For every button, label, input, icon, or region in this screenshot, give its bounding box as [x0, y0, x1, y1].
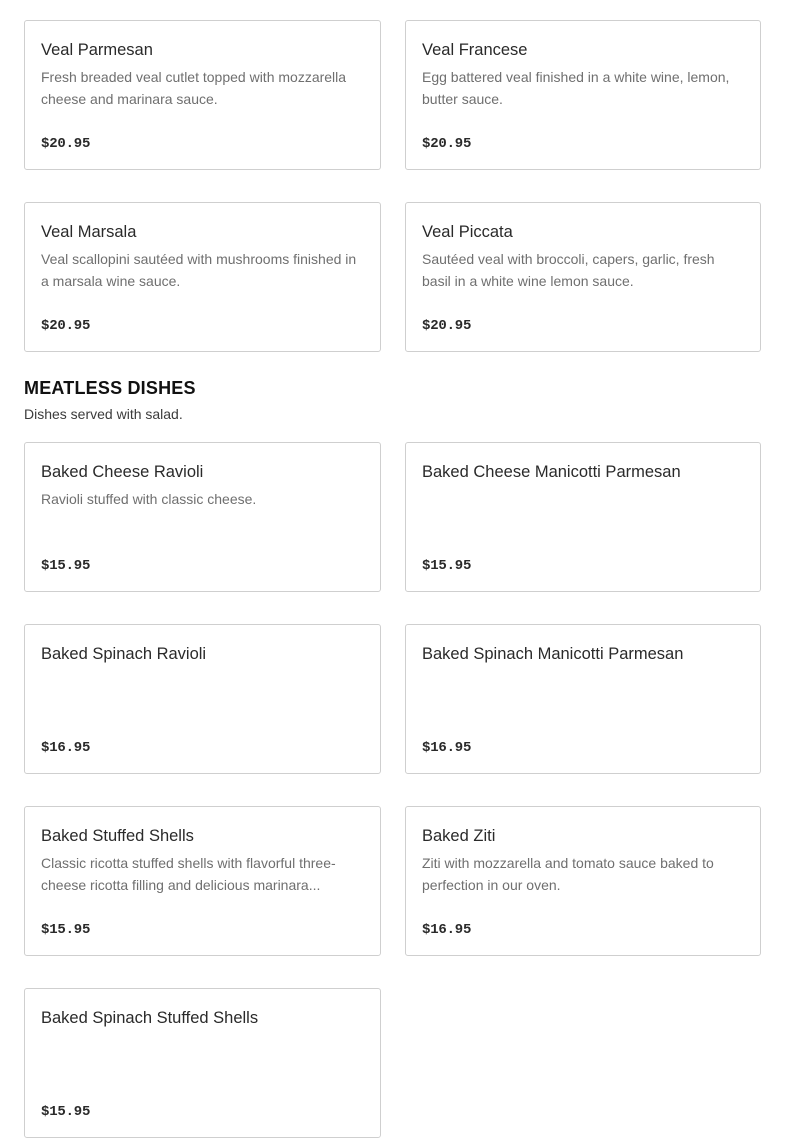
menu-item-price: $15.95: [422, 558, 472, 574]
meatless-section-header: [24, 377, 761, 423]
menu-item-description: Veal scallopini sautéed with mushrooms finished in a marsala wine sauce.: [41, 251, 357, 289]
menu-item-name: Baked Stuffed Shells: [41, 827, 194, 845]
menu-item-price: $15.95: [41, 558, 91, 574]
menu-item-card[interactable]: [24, 202, 381, 352]
menu-item-price: $16.95: [41, 740, 91, 756]
menu-item-card[interactable]: [405, 20, 761, 170]
menu-item-price: $20.95: [422, 318, 472, 334]
menu-item-card[interactable]: [24, 624, 381, 774]
section-subtitle: Dishes served with salad.: [24, 406, 183, 422]
menu-item-price: $20.95: [41, 318, 91, 334]
menu-item-name: Veal Parmesan: [41, 41, 153, 59]
menu-item-name: Baked Ziti: [422, 827, 496, 845]
menu-item-description: Classic ricotta stuffed shells with flavorful three-cheese ricotta filling and delicious marinara...: [41, 855, 336, 893]
menu-item-name: Baked Spinach Ravioli: [41, 645, 207, 663]
menu-item-card[interactable]: [24, 806, 381, 956]
menu-item-price: $20.95: [41, 136, 91, 152]
menu-item-price: $20.95: [422, 136, 472, 152]
menu-item-card[interactable]: [405, 624, 761, 774]
menu-item-name: Veal Marsala: [41, 223, 137, 241]
menu-item-description: Fresh breaded veal cutlet topped with mozzarella cheese and marinara sauce.: [41, 69, 347, 107]
menu-item-card[interactable]: [405, 442, 761, 592]
menu-item-description: Ravioli stuffed with classic cheese.: [41, 491, 257, 507]
menu-item-price: $16.95: [422, 922, 472, 938]
menu-item-name: Baked Spinach Stuffed Shells: [41, 1009, 259, 1027]
menu-item-description: Sautéed veal with broccoli, capers, garlic, fresh basil in a white wine lemon sauce.: [422, 251, 715, 289]
menu-item-card[interactable]: [24, 988, 381, 1138]
meatless-menu-grid: [24, 442, 761, 1138]
veal-menu-grid: [24, 20, 761, 352]
menu-item-card[interactable]: [405, 806, 761, 956]
menu-item-price: $15.95: [41, 922, 91, 938]
menu-item-price: $15.95: [41, 1104, 91, 1120]
menu-item-description: Ziti with mozzarella and tomato sauce baked to perfection in our oven.: [422, 855, 714, 893]
menu-item-name: Baked Cheese Ravioli: [41, 463, 204, 481]
menu-item-price: $16.95: [422, 740, 472, 756]
menu-item-name: Veal Piccata: [422, 223, 513, 241]
menu-item-name: Baked Cheese Manicotti Parmesan: [422, 463, 681, 481]
menu-item-name: Baked Spinach Manicotti Parmesan: [422, 645, 684, 663]
menu-item-card[interactable]: [405, 202, 761, 352]
menu-item-name: Veal Francese: [422, 41, 528, 59]
section-title: MEATLESS DISHES: [24, 378, 196, 398]
menu-item-card[interactable]: [24, 20, 381, 170]
menu-item-description: Egg battered veal finished in a white wine, lemon, butter sauce.: [422, 69, 730, 107]
cut-off-section-note: [24, 0, 454, 2]
menu-item-card[interactable]: [24, 442, 381, 592]
